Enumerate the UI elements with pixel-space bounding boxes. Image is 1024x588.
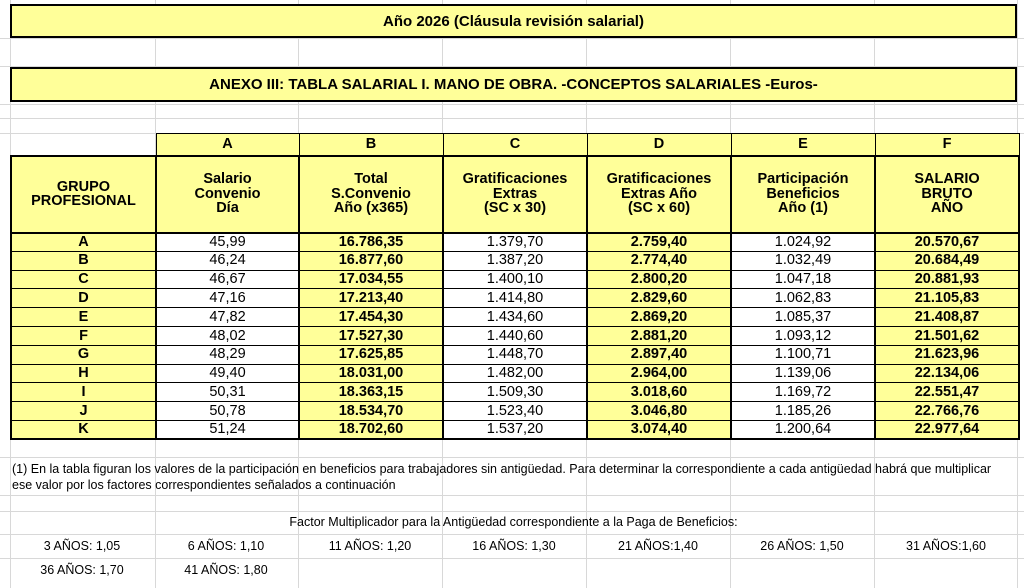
value-c: 1.440,60 [443,326,587,345]
value-c: 1.387,20 [443,251,587,270]
table-row [11,270,1019,289]
value-d: 2.897,40 [587,345,731,364]
table-row [11,233,1019,252]
value-d: 3.074,40 [587,420,731,439]
factor-item: 31 AÑOS:1,60 [906,539,986,553]
group-cell: G [11,345,156,364]
value-b: 17.213,40 [299,289,443,308]
value-a: 46,67 [156,270,299,289]
table-row [11,326,1019,345]
value-e: 1.100,71 [731,345,875,364]
group-cell: D [11,289,156,308]
header-c: Gratificaciones Extras (SC x 30) [443,156,587,233]
table-row [11,251,1019,270]
value-e: 1.093,12 [731,326,875,345]
value-b: 17.527,30 [299,326,443,345]
blank-cell [11,134,156,156]
factor-item: 21 AÑOS:1,40 [618,539,698,553]
value-d: 2.829,60 [587,289,731,308]
column-letter-c: C [443,134,587,156]
value-e: 1.085,37 [731,308,875,327]
factor-item: 41 AÑOS: 1,80 [184,563,268,577]
value-f: 22.134,06 [875,364,1019,383]
group-cell: A [11,233,156,252]
value-b: 18.702,60 [299,420,443,439]
value-c: 1.523,40 [443,402,587,421]
value-c: 1.414,80 [443,289,587,308]
column-letter-d: D [587,134,731,156]
value-a: 48,02 [156,326,299,345]
header-f: SALARIO BRUTO AÑO [875,156,1019,233]
group-cell: I [11,383,156,402]
annex-title: ANEXO III: TABLA SALARIAL I. MANO DE OBRA. -CONCEPTOS SALARIALES -Euros- [10,67,1017,102]
value-c: 1.400,10 [443,270,587,289]
value-a: 46,24 [156,251,299,270]
value-d: 3.046,80 [587,402,731,421]
page-title: Año 2026 (Cláusula revisión salarial) [10,4,1017,38]
value-e: 1.169,72 [731,383,875,402]
value-e: 1.139,06 [731,364,875,383]
header-group: GRUPO PROFESIONAL [11,156,156,233]
value-c: 1.379,70 [443,233,587,252]
value-a: 47,82 [156,308,299,327]
group-cell: C [11,270,156,289]
value-f: 21.501,62 [875,326,1019,345]
value-f: 20.570,67 [875,233,1019,252]
value-c: 1.448,70 [443,345,587,364]
table-row [11,289,1019,308]
factor-item: 26 AÑOS: 1,50 [760,539,844,553]
group-cell: E [11,308,156,327]
value-e: 1.047,18 [731,270,875,289]
value-f: 21.105,83 [875,289,1019,308]
factor-title: Factor Multiplicador para la Antigüedad correspondiente a la Paga de Beneficios: [289,515,738,529]
group-cell: K [11,420,156,439]
value-d: 2.800,20 [587,270,731,289]
value-e: 1.024,92 [731,233,875,252]
factor-item: 36 AÑOS: 1,70 [40,563,124,577]
value-e: 1.200,64 [731,420,875,439]
table-row [11,308,1019,327]
value-c: 1.434,60 [443,308,587,327]
value-d: 2.869,20 [587,308,731,327]
value-f: 21.408,87 [875,308,1019,327]
value-a: 48,29 [156,345,299,364]
value-a: 45,99 [156,233,299,252]
group-cell: H [11,364,156,383]
value-c: 1.509,30 [443,383,587,402]
value-e: 1.032,49 [731,251,875,270]
table-row [11,364,1019,383]
column-letter-e: E [731,134,875,156]
value-c: 1.537,20 [443,420,587,439]
value-f: 22.766,76 [875,402,1019,421]
table-row [11,345,1019,364]
table-row [11,383,1019,402]
value-d: 2.759,40 [587,233,731,252]
column-letter-a: A [156,134,299,156]
factor-item: 16 AÑOS: 1,30 [472,539,556,553]
value-b: 17.625,85 [299,345,443,364]
header-row [11,156,1019,233]
group-cell: B [11,251,156,270]
value-f: 20.684,49 [875,251,1019,270]
factor-row [10,563,1018,581]
value-e: 1.185,26 [731,402,875,421]
header-a: Salario Convenio Día [156,156,299,233]
value-a: 49,40 [156,364,299,383]
footnote: (1) En la tabla figuran los valores de la participación en beneficios para trabajadores sin antigüedad. Para determinar la correspondiente a cada antigüedad habrá que multiplicar ese valor por los factores correspondientes señalados a continuación [12,462,992,492]
value-f: 20.881,93 [875,270,1019,289]
column-letter-b: B [299,134,443,156]
column-letter-f: F [875,134,1019,156]
value-d: 3.018,60 [587,383,731,402]
value-b: 18.031,00 [299,364,443,383]
header-e: Participación Beneficios Año (1) [731,156,875,233]
value-f: 21.623,96 [875,345,1019,364]
value-a: 50,31 [156,383,299,402]
group-cell: F [11,326,156,345]
value-b: 16.786,35 [299,233,443,252]
value-b: 16.877,60 [299,251,443,270]
value-a: 47,16 [156,289,299,308]
value-d: 2.964,00 [587,364,731,383]
factor-row [10,539,1018,557]
header-d: Gratificaciones Extras Año (SC x 60) [587,156,731,233]
value-d: 2.881,20 [587,326,731,345]
value-f: 22.977,64 [875,420,1019,439]
header-b: Total S.Convenio Año (x365) [299,156,443,233]
value-b: 18.363,15 [299,383,443,402]
value-e: 1.062,83 [731,289,875,308]
factor-item: 3 AÑOS: 1,05 [43,539,121,553]
group-cell: J [11,402,156,421]
value-c: 1.482,00 [443,364,587,383]
table-row [11,402,1019,421]
value-b: 17.454,30 [299,308,443,327]
value-f: 22.551,47 [875,383,1019,402]
table-row [11,420,1019,439]
value-a: 50,78 [156,402,299,421]
value-a: 51,24 [156,420,299,439]
column-letter-row [11,134,1019,156]
value-b: 17.034,55 [299,270,443,289]
factor-item: 11 AÑOS: 1,20 [328,539,412,553]
value-d: 2.774,40 [587,251,731,270]
value-b: 18.534,70 [299,402,443,421]
salary-table [10,133,1020,440]
factor-item: 6 AÑOS: 1,10 [187,539,265,553]
